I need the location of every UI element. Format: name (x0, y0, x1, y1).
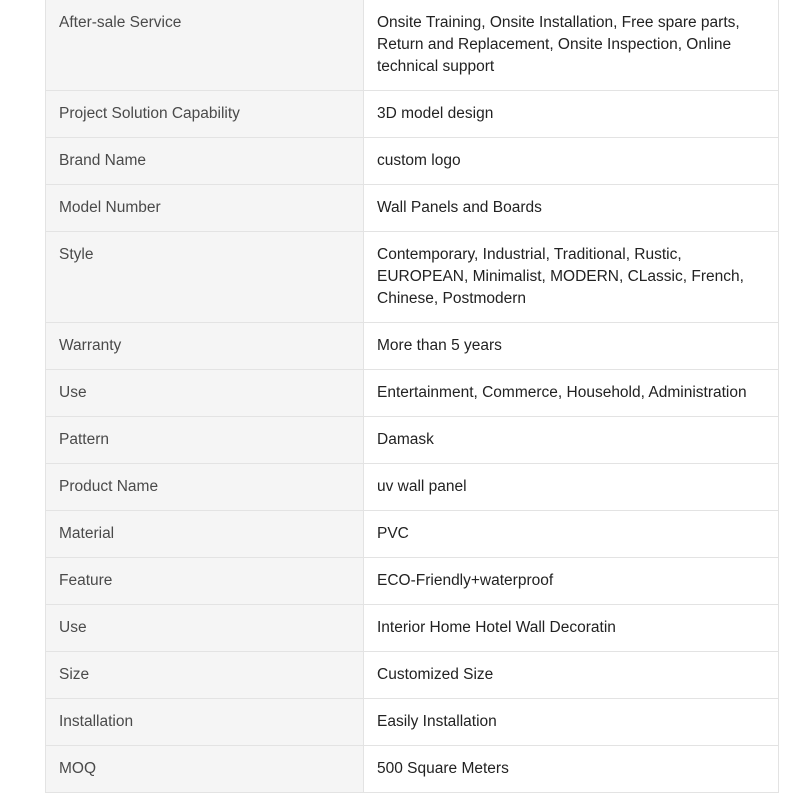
spec-value: uv wall panel (364, 464, 779, 511)
table-row (46, 323, 779, 370)
table-row (46, 232, 779, 323)
spec-value: Wall Panels and Boards (364, 185, 779, 232)
table-row (46, 699, 779, 746)
spec-table (45, 0, 779, 793)
spec-label: Use (46, 605, 364, 652)
table-row (46, 558, 779, 605)
spec-label: After-sale Service (46, 0, 364, 91)
spec-value: Onsite Training, Onsite Installation, Free spare parts, Return and Replacement, Onsite Inspection, Online technical support (364, 0, 779, 91)
table-row (46, 511, 779, 558)
spec-label: Warranty (46, 323, 364, 370)
spec-label: Model Number (46, 185, 364, 232)
spec-label: Feature (46, 558, 364, 605)
spec-label: Style (46, 232, 364, 323)
spec-label: Pattern (46, 417, 364, 464)
table-row (46, 91, 779, 138)
table-row (46, 746, 779, 793)
spec-value: custom logo (364, 138, 779, 185)
table-row (46, 417, 779, 464)
spec-value: 3D model design (364, 91, 779, 138)
table-row (46, 0, 779, 91)
spec-value: More than 5 years (364, 323, 779, 370)
table-row (46, 605, 779, 652)
table-row (46, 652, 779, 699)
table-row (46, 464, 779, 511)
table-row (46, 370, 779, 417)
spec-value: Contemporary, Industrial, Traditional, Rustic, EUROPEAN, Minimalist, MODERN, CLassic, French, Chinese, Postmodern (364, 232, 779, 323)
spec-value: ECO-Friendly+waterproof (364, 558, 779, 605)
spec-value: Damask (364, 417, 779, 464)
spec-value: Customized Size (364, 652, 779, 699)
spec-value: Interior Home Hotel Wall Decoratin (364, 605, 779, 652)
spec-label: MOQ (46, 746, 364, 793)
spec-value: Entertainment, Commerce, Household, Administration (364, 370, 779, 417)
spec-label: Installation (46, 699, 364, 746)
spec-value: Easily Installation (364, 699, 779, 746)
table-row (46, 185, 779, 232)
spec-label: Size (46, 652, 364, 699)
spec-label: Product Name (46, 464, 364, 511)
spec-value: PVC (364, 511, 779, 558)
table-row (46, 138, 779, 185)
spec-label: Material (46, 511, 364, 558)
spec-table-container (45, 0, 779, 793)
spec-label: Use (46, 370, 364, 417)
spec-value: 500 Square Meters (364, 746, 779, 793)
spec-label: Brand Name (46, 138, 364, 185)
spec-label: Project Solution Capability (46, 91, 364, 138)
